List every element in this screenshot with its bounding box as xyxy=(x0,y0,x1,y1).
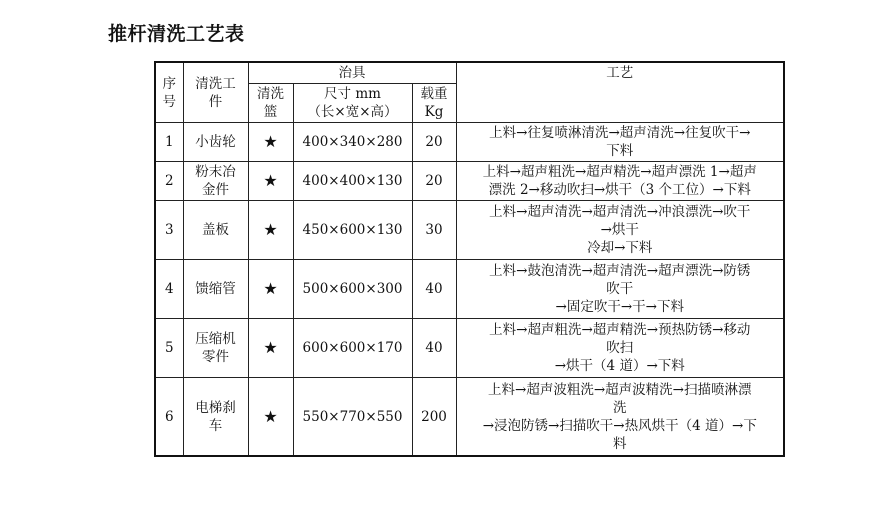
table-row xyxy=(155,260,784,319)
cell-seq: 5 xyxy=(155,319,183,378)
header-fixture: 治具 xyxy=(248,62,456,84)
cell-basket: ★ xyxy=(248,378,293,457)
cell-load: 200 xyxy=(412,378,456,457)
cell-basket: ★ xyxy=(248,123,293,162)
cell-size: 450×600×130 xyxy=(293,201,412,260)
cell-basket: ★ xyxy=(248,260,293,319)
header-part: 清洗工 件 xyxy=(183,62,248,123)
cell-load: 20 xyxy=(412,162,456,201)
cell-seq: 6 xyxy=(155,378,183,457)
cell-part: 电梯刹 车 xyxy=(183,378,248,457)
cell-process: 上料→超声清洗→超声清洗→冲浪漂洗→吹干 →烘干 冷却→下料 xyxy=(456,201,784,260)
table-row xyxy=(155,319,784,378)
cell-process: 上料→超声粗洗→超声精洗→超声漂洗 1→超声 漂洗 2→移动吹扫→烘干（3 个工位）→下料 xyxy=(456,162,784,201)
cell-process: 上料→超声粗洗→超声精洗→预热防锈→移动 吹扫 →烘干（4 道）→下料 xyxy=(456,319,784,378)
header-process: 工艺 xyxy=(456,62,784,123)
cell-process: 上料→超声波粗洗→超声波精洗→扫描喷淋漂 洗 →浸泡防锈→扫描吹干→热风烘干（4 道）→下 料 xyxy=(456,378,784,457)
cell-seq: 4 xyxy=(155,260,183,319)
cell-load: 30 xyxy=(412,201,456,260)
cell-load: 20 xyxy=(412,123,456,162)
header-load: 载重 Kg xyxy=(412,84,456,123)
page-title: 推杆清洗工艺表 xyxy=(108,23,245,45)
table-row xyxy=(155,378,784,457)
cell-size: 600×600×170 xyxy=(293,319,412,378)
cell-basket: ★ xyxy=(248,319,293,378)
cell-basket: ★ xyxy=(248,162,293,201)
cell-size: 400×340×280 xyxy=(293,123,412,162)
cell-load: 40 xyxy=(412,260,456,319)
process-table xyxy=(154,61,785,457)
header-basket: 清洗 篮 xyxy=(248,84,293,123)
cell-part: 小齿轮 xyxy=(183,123,248,162)
cell-basket: ★ xyxy=(248,201,293,260)
cell-seq: 2 xyxy=(155,162,183,201)
cell-seq: 3 xyxy=(155,201,183,260)
cell-process: 上料→鼓泡清洗→超声清洗→超声漂洗→防锈 吹干 →固定吹干→干→下料 xyxy=(456,260,784,319)
cell-part: 粉末冶 金件 xyxy=(183,162,248,201)
cell-process: 上料→往复喷淋清洗→超声清洗→往复吹干→ 下料 xyxy=(456,123,784,162)
header-size: 尺寸 mm （长×宽×高） xyxy=(293,84,412,123)
cell-size: 400×400×130 xyxy=(293,162,412,201)
cell-part: 馈缩管 xyxy=(183,260,248,319)
cell-size: 500×600×300 xyxy=(293,260,412,319)
table-row xyxy=(155,201,784,260)
table-row xyxy=(155,123,784,162)
cell-part: 压缩机 零件 xyxy=(183,319,248,378)
cell-part: 盖板 xyxy=(183,201,248,260)
cell-size: 550×770×550 xyxy=(293,378,412,457)
table-header-row xyxy=(155,62,784,84)
cell-seq: 1 xyxy=(155,123,183,162)
cell-load: 40 xyxy=(412,319,456,378)
table-row xyxy=(155,162,784,201)
header-seq: 序 号 xyxy=(155,62,183,123)
